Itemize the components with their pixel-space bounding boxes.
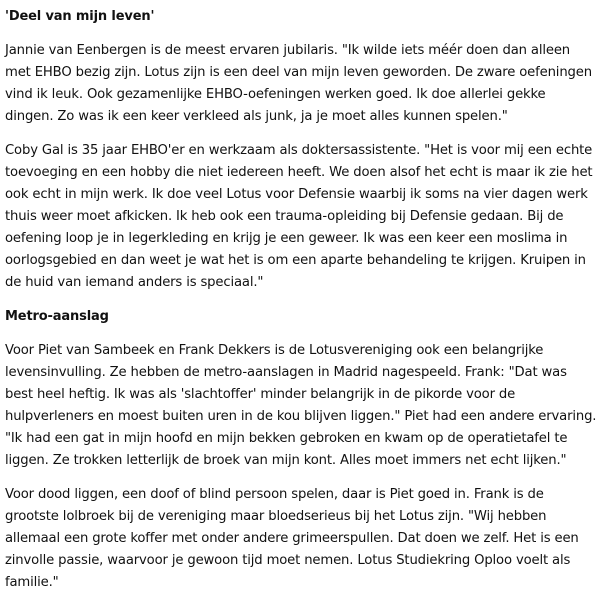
paragraph-coby: Coby Gal is 35 jaar EHBO'er en werkzaam als doktersassistente. "Het is voor mij een echte toevoeging en een hobby die niet iedereen heeft. We doen alsof het echt is maar ik zie het ook echt in mijn werk. Ik doe veel Lotus voor Defensie waarbij ik soms na vier dagen werk thuis weer moet afkicken. Ik heb ook een trauma-opleiding bij Defensie gedaan. Bij de oefening loop je in legerkleding en krijg je een geweer. Ik was een keer een moslima in oorlogsgebied en dan weet je wat het is om een aparte behandeling te krijgen. Kruipen in de huid van iemand anders is speciaal." bbox=[5, 143, 593, 290]
paragraph-piet-frank: Voor Piet van Sambeek en Frank Dekkers is de Lotusvereniging ook een belangrijke levensinvulling. Ze hebben de metro-aanslagen in Madrid nagespeeld. Frank: "Dat was best heel heftig. Ik was als 'slachtoffer' minder belangrijk in de pikorde voor de hulpverleners en moest buiten uren in de kou blijven liggen." Piet had een andere ervaring. "Ik had een gat in mijn hoofd en mijn bekken gebroken en kwam op de operatietafel te liggen. Ze trokken letterlijk de broek van mijn kont. Alles moet immers net echt lijken." bbox=[5, 343, 597, 468]
paragraph-dood-liggen: Voor dood liggen, een doof of blind persoon spelen, daar is Piet goed in. Frank is de grootste lolbroek bij de vereniging maar bloedserieus bij het Lotus zijn. "Wij hebben allemaal een grote koffer met onder andere grimeerspullen. Dat doen we zelf. Het is een zinvolle passie, waarvoor je gewoon tijd moet nemen. Lotus Studiekring Oploo voelt als familie." bbox=[5, 487, 579, 590]
section-heading-deel-van-mijn-leven: 'Deel van mijn leven' bbox=[5, 9, 155, 24]
article-body bbox=[5, 6, 597, 606]
paragraph-jannie: Jannie van Eenbergen is de meest ervaren jubilaris. "Ik wilde iets méér doen dan alleen met EHBO bezig zijn. Lotus zijn is een deel van mijn leven geworden. De zware oefeningen vind ik leuk. Ook gezamenlijke EHBO-oefeningen werken goed. Ik doe allerlei gekke dingen. Zo was ik een keer verkleed als junk, ja je moet alles kunnen spelen." bbox=[5, 43, 592, 124]
section-heading-metro-aanslag: Metro-aanslag bbox=[5, 309, 109, 324]
